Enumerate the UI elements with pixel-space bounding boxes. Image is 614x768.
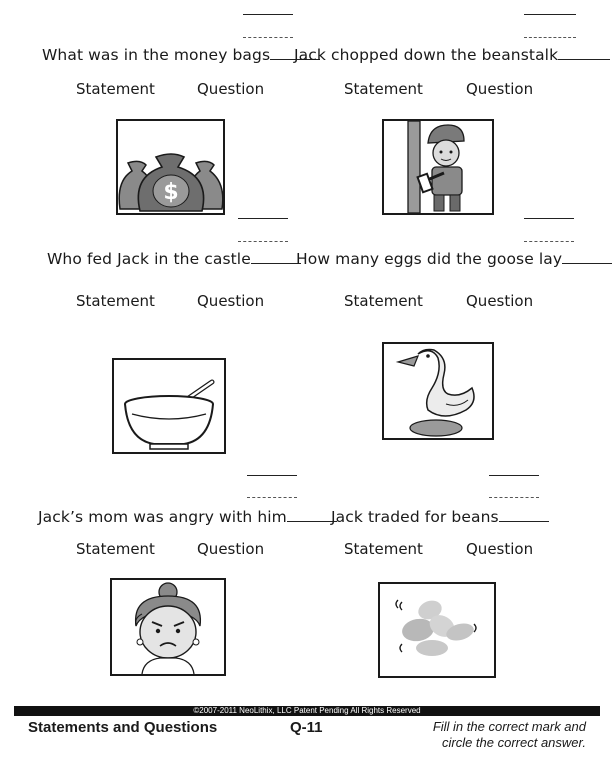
answer-blank[interactable] bbox=[558, 59, 610, 60]
sentence-text: Who fed Jack in the castle bbox=[47, 250, 251, 268]
money-bags-picture bbox=[116, 119, 225, 215]
worksheet-title: Statements and Questions bbox=[28, 719, 218, 736]
goose-picture bbox=[382, 342, 494, 440]
item-sentence bbox=[294, 46, 610, 64]
question-option[interactable]: Question bbox=[466, 80, 534, 98]
money-bags-illustration bbox=[118, 121, 223, 213]
answer-dashed-line bbox=[524, 241, 574, 242]
question-option[interactable]: Question bbox=[197, 540, 265, 558]
item-sentence bbox=[331, 508, 549, 526]
goose-illustration bbox=[384, 344, 492, 438]
answer-line[interactable] bbox=[524, 14, 576, 15]
answer-dashed-line bbox=[489, 497, 539, 498]
jack-axe-illustration bbox=[384, 121, 492, 213]
beans-picture bbox=[378, 582, 496, 678]
statement-option[interactable]: Statement bbox=[76, 540, 155, 558]
item-sentence bbox=[296, 250, 612, 268]
item-sentence bbox=[38, 508, 337, 526]
item-sentence bbox=[47, 250, 301, 268]
answer-dashed-line bbox=[243, 37, 293, 38]
question-option[interactable]: Question bbox=[466, 292, 534, 310]
answer-dashed-line bbox=[247, 497, 297, 498]
answer-line[interactable] bbox=[243, 14, 293, 15]
bowl-spoon-picture bbox=[112, 358, 226, 454]
jack-axe-picture bbox=[382, 119, 494, 215]
instructions bbox=[416, 719, 586, 751]
answer-line[interactable] bbox=[524, 218, 574, 219]
item-sentence bbox=[42, 46, 320, 64]
statement-option[interactable]: Statement bbox=[344, 540, 423, 558]
answer-dashed-line bbox=[524, 37, 576, 38]
answer-line[interactable] bbox=[247, 475, 297, 476]
svg-text:$: $ bbox=[163, 180, 179, 205]
statement-option[interactable]: Statement bbox=[76, 292, 155, 310]
answer-dashed-line bbox=[238, 241, 288, 242]
statement-option[interactable]: Statement bbox=[76, 80, 155, 98]
instruction-line-2: circle the correct answer. bbox=[441, 735, 586, 750]
answer-blank[interactable] bbox=[287, 521, 337, 522]
answer-line[interactable] bbox=[238, 218, 288, 219]
answer-blank[interactable] bbox=[562, 263, 612, 264]
sentence-text: How many eggs did the goose lay bbox=[296, 250, 563, 268]
question-option[interactable]: Question bbox=[466, 540, 534, 558]
statement-option[interactable]: Statement bbox=[344, 80, 423, 98]
copyright-bar: ©2007-2011 NeoLithix, LLC Patent Pending All Rights Reserved bbox=[14, 706, 600, 716]
answer-line[interactable] bbox=[489, 475, 539, 476]
sentence-text: Jack chopped down the beanstalk bbox=[294, 46, 559, 64]
question-option[interactable]: Question bbox=[197, 80, 265, 98]
answer-blank[interactable] bbox=[251, 263, 301, 264]
bowl-spoon-illustration bbox=[114, 360, 224, 452]
sentence-text: What was in the money bags bbox=[42, 46, 271, 64]
sentence-text: Jack traded for beans bbox=[331, 508, 499, 526]
beans-illustration bbox=[380, 584, 494, 676]
instruction-line-1: Fill in the correct mark and bbox=[432, 719, 586, 734]
statement-option[interactable]: Statement bbox=[344, 292, 423, 310]
question-option[interactable]: Question bbox=[197, 292, 265, 310]
answer-blank[interactable] bbox=[499, 521, 549, 522]
angry-mom-picture bbox=[110, 578, 226, 676]
worksheet-code: Q-11 bbox=[290, 719, 323, 736]
sentence-text: Jack’s mom was angry with him bbox=[38, 508, 287, 526]
angry-mom-illustration bbox=[112, 580, 224, 674]
